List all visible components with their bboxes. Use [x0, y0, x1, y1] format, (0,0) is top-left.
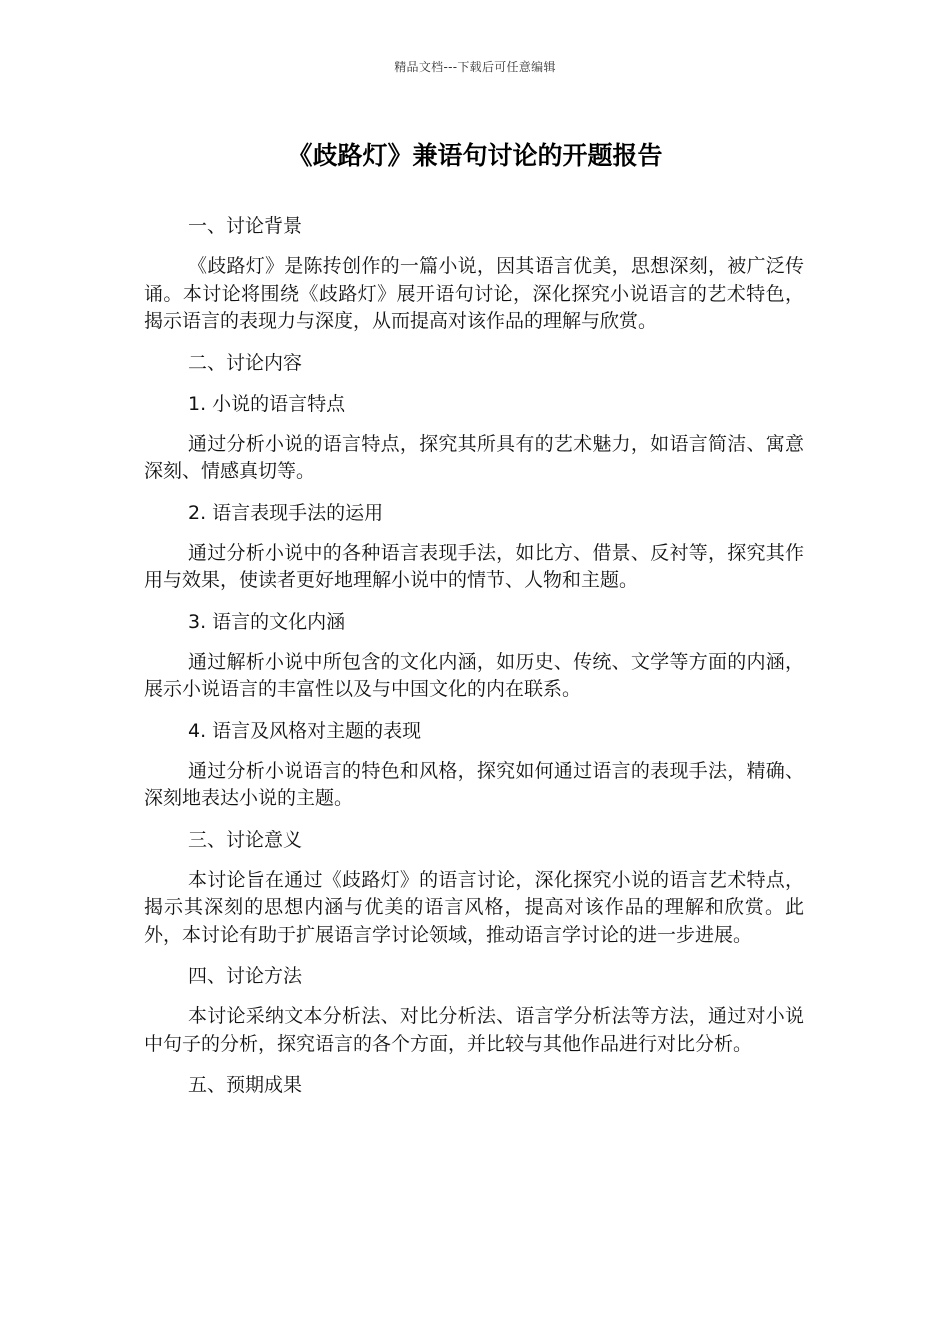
section-heading-background: 一、讨论背景 [188, 215, 303, 237]
paragraph-significance: 本讨论旨在通过《歧路灯》的语言讨论，深化探究小说的语言艺术特点，揭示其深刻的思想内涵与优美的语言风格，提高对该作品的理解和欣赏。此外，本讨论有助于扩展语言学讨论领域，推动语言学讨论的进一步进展。 [144, 868, 804, 946]
section-heading-significance: 三、讨论意义 [188, 828, 303, 851]
subheading-style-theme: 4. 语言及风格对主题的表现 [188, 719, 422, 742]
paragraph-background: 《歧路灯》是陈抟创作的一篇小说，因其语言优美，思想深刻，被广泛传诵。本讨论将围绕《歧路灯》展开语句讨论，深化探究小说语言的艺术特色，揭示语言的表现力与深度，从而提高对该作品的理解与欣赏。 [144, 255, 804, 332]
section-heading-expected-results: 五、预期成果 [188, 1074, 303, 1096]
section-heading-content: 二、讨论内容 [188, 351, 303, 374]
subheading-cultural-connotation: 3. 语言的文化内涵 [188, 610, 346, 633]
header-note: 精品文档---下载后可任意编辑 [394, 60, 556, 74]
paragraph-cultural-connotation: 通过解析小说中所包含的文化内涵，如历史、传统、文学等方面的内涵，展示小说语言的丰富性以及与中国文化的内在联系。 [144, 650, 804, 700]
subheading-language-features: 1. 小说的语言特点 [188, 392, 346, 415]
document-body [144, 212, 804, 1112]
paragraph-style-theme: 通过分析小说语言的特色和风格，探究如何通过语言的表现手法，精确、深刻地表达小说的主题。 [144, 759, 804, 809]
paragraph-expression-techniques: 通过分析小说中的各种语言表现手法，如比方、借景、反衬等，探究其作用与效果，使读者更好地理解小说中的情节、人物和主题。 [144, 541, 804, 591]
paragraph-language-features: 通过分析小说的语言特点，探究其所具有的艺术魅力，如语言简洁、寓意深刻、情感真切等。 [144, 432, 804, 482]
section-heading-methods: 四、讨论方法 [188, 965, 303, 987]
subheading-expression-techniques: 2. 语言表现手法的运用 [188, 501, 384, 524]
document-title: 《歧路灯》兼语句讨论的开题报告 [287, 141, 663, 170]
paragraph-methods: 本讨论采纳文本分析法、对比分析法、语言学分析法等方法，通过对小说中句子的分析，探究语言的各个方面，并比较与其他作品进行对比分析。 [144, 1005, 804, 1055]
